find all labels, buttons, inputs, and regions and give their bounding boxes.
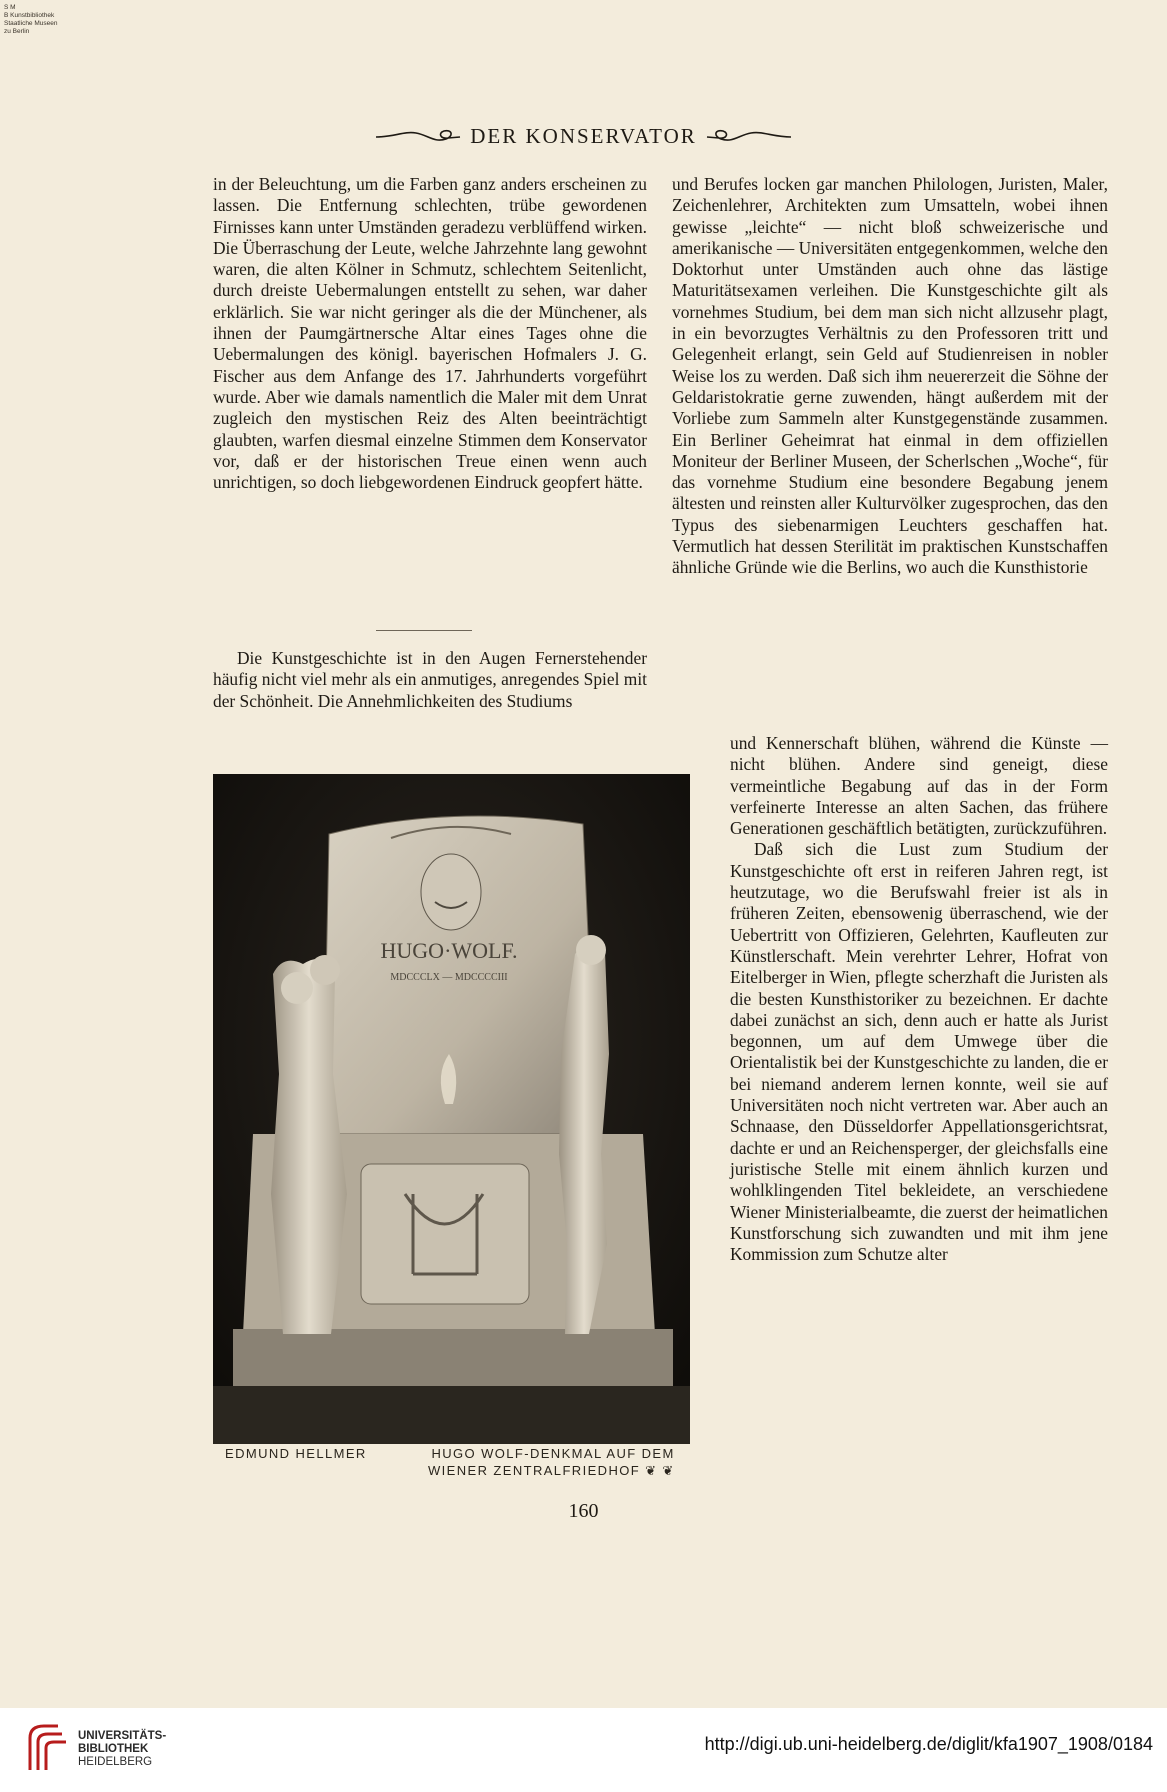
caption-title [428,1445,675,1479]
pedestal [233,1329,673,1389]
university-library-logo-icon [24,1720,70,1774]
paragraph: in der Beleuchtung, um die Farben ganz anders erscheinen zu lassen. Die Entfernung schlechten, trübe gewordenen Firnisses kann unter Umständen geradezu verblüffend wirken. Die Überraschung der Leute, welche Jahrzehnte lang gewohnt waren, die alten Kölner in Schmutz, schlechtem Seitenlicht, durch dreiste Uebermalungen entstellt zu sehen, war daher erklärlich. Sie war nicht geringer als die der Münchener, als ihnen der Paumgärtnersche Altar eines Tages ohne die Uebermalungen des königl. bayerischen Hofmalers J. G. Fischer aus dem Anfange des 17. Jahrhunderts vorgeführt wurde. Aber wie damals namentlich die Maler mit dem Unrat zugleich den mystischen Reiz des Alten beeinträchtigt glaubten, warfen diesmal einzelne Stimmen dem Konservator vor, daß er der historischen Treue einen wenn auch unrichtigen, so doch liebgewordenen Eindruck geopfert hätte. [213,174,647,493]
caption-ornament-icon: ❦ ❦ [645,1463,675,1478]
permalink-url[interactable]: http://digi.ub.uni-heidelberg.de/diglit/kfa1907_1908/0184 [704,1734,1153,1754]
stamp-line: S M [4,4,16,11]
monument-dates: MDCCCLX — MDCCCCIII [390,972,508,983]
section-divider [376,630,472,631]
caption-title-line: WIENER ZENTRALFRIEDHOF ❦ ❦ [428,1463,675,1478]
portrait-relief [421,854,481,930]
paragraph: und Berufes locken gar manchen Philologen, Juristen, Maler, Zeichenlehrer, Architekten zum Umsatteln, wobei ihnen gewisse „leichte“ — nicht bloß schweizerische und amerikanische — Universitäten entgegenkommen, welche den Doktorhut unter Umständen auch ohne das lästige Maturitätsexamen verleihen. Die Kunstgeschichte gilt als vornehmes Studium, bei dem man sich nicht allzusehr plagt, in ein bevorzugtes Verhältnis zu den Professoren tritt und Gelegenheit erlangt, sein Geld auf Studienreisen in nobler Weise los zu werden. Daß sich ihm neuererzeit die Söhne der Geldaristokratie gerne zuwenden, hängt außerdem mit der Vorliebe zum Sammeln alter Kunstgegenstände zusammen. Ein Berliner Geheimrat hat einmal in dem offiziellen Moniteur der Berliner Museen, der Scherlschen „Woche“, für das vornehme Studium eine besondere Begabung jenem ältesten und reinsten aller Kulturvölker zugesprochen, das den Typus des siebenarmigen Leuchters geschaffen hat. Vermutlich hat dessen Sterilität im praktischen Kunstschaffen ähnliche Gründe wie die Berlins, wo auch die Kunsthistorie [672,174,1108,578]
left-column-lower [213,648,647,712]
stamp-line: B Kunstbibliothek [4,12,55,19]
paragraph: Die Kunstgeschichte ist in den Augen Fernerstehender häufig nicht viel mehr als ein anmutiges, anregendes Spiel mit der Schönheit. Die Annehmlichkeiten des Studiums [213,648,647,711]
page-title: DER KONSERVATOR [470,123,697,148]
running-header [0,118,1167,154]
monument-illustration [213,774,690,1444]
right-column-narrow [730,733,1108,1265]
caption-title-line: HUGO WOLF-DENKMAL AUF DEM [431,1446,675,1461]
monument-inscription: HUGO·WOLF. [380,938,518,963]
paragraph: Daß sich die Lust zum Studium der Kunstgeschichte oft erst in reiferen Jahren regt, ist heutzutage, wo die Berufswahl freier ist als in früheren Zeiten, ebensowenig überraschend, wie der Uebertritt von Offizieren, Gelehrten, Kaufleuten zur Künstlerschaft. Mein verehrter Lehrer, Hofrat von Eitelberger in Wien, pflegte scherzhaft die Juristen als die besten Kunsthistoriker zu bezeichnen. Er dachte dabei zunächst an sich, denn auch er hatte als Jurist begonnen, um auf dem Umwege über die Orientalistik bei der Kunstgeschichte zu landen, die er bei niemand anderem lernen konnte, weil sie auf Universitäten noch nicht vertreten war. Aber auch an Schnaase, den Düsseldorfer Appellationsgerichtsrat, dachte er und an Reichensperger, der gleichsfalls eine juristische Stelle mit einem ähnlich kurzen und wohlklingenden Titel bekleidete, an verschiedene Wiener Ministerialbeamte, die zuerst der heimatlichen Kunstforschung sich zuwandten und mit ihm jene Kommission zum Schutze alter [730,839,1108,1265]
lyre-panel [361,1164,529,1304]
paragraph: und Kennerschaft blühen, während die Künste — nicht blühen. Andere sind geneigt, diese vermeintliche Begabung auf das in der Form verfeinerte Interesse an alten Sachen, das frühere Generationen geschäftlich betätigten, zurückzuführen. [730,733,1108,839]
right-ornament-icon [705,125,793,147]
caption-artist: EDMUND HELLMER [225,1446,367,1461]
digitization-footer [0,1708,1167,1792]
photo-floor [213,1386,690,1444]
library-stamp [4,4,57,36]
left-ornament-icon [374,125,462,147]
left-column-upper [213,174,647,493]
page-number: 160 [568,1500,599,1522]
library-name: UNIVERSITÄTS- BIBLIOTHEK HEIDELBERG [78,1730,167,1768]
stamp-line: zu Berlin [4,28,30,35]
monument-photograph [213,774,690,1444]
right-column-upper [672,174,1108,579]
stamp-line: Staatliche Museen [4,20,58,27]
